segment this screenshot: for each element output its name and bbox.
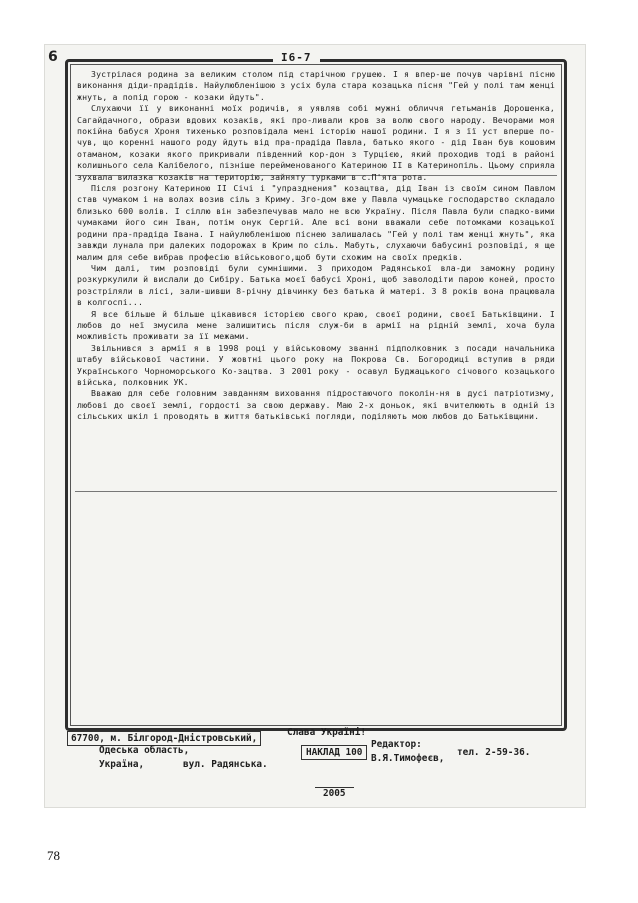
typed-body-text xyxy=(77,69,555,423)
paragraph: Вважаю для себе головним завданням виховання підростаючого поколін-ня в дусі патріотизму, любові до своєї землі, гордості за свою державу. Маю 2-х доньок, які вчителюють в одній із сільських шкіл і проводять в життя батьківські погляди, поділяють мою любов до Батьківщини. xyxy=(77,388,555,422)
country: Україна, xyxy=(99,759,145,770)
paragraph: Чим далі, тим розповіді були сумнішими. З приходом Радянської вла-ди заможну родину розкуркулили й вислали до Сибіру. Батька моєї бабусі Хроні, щоб заволодіти парою коней, просто розстріляли в лісі, зали-шивши 8-річну дівчинку без батька й матері. З 8 років вона працювала в колгоспі... xyxy=(77,262,555,308)
region: Одеська область, xyxy=(99,745,190,756)
print-run: НАКЛАД 100 xyxy=(301,745,367,760)
publication-year: 2005 xyxy=(315,787,354,799)
editor-name: В.Я.Тимофеєв, xyxy=(371,753,445,764)
slogan: Слава Україні! xyxy=(287,727,367,738)
postal-address: 67700, м. Білгород-Дністровський, xyxy=(67,731,261,746)
phone-number: тел. 2-59-36. xyxy=(457,747,531,758)
paragraph: Після розгону Катериною ІІ Січі і "упразднения" козацтва, дід Іван із своїм сином Павлом став чумаком і на волах возив сіль з Криму. Зго-дом вже у Павла чумацьке господарство складало близько 600 волів. І сіллю він забезпечував мало не всю Україну. Після Павла були спадко-вими чумаками його син Іван, потім онук Сергій. Але всі вони вважали себе потомками козацької родини пра-прадіда Івана. І найулюбленішою піснею залишалась "Гей у полі там женці жнуть", яка завжди лунала при далеких подорожах в Крим по сіль. Мабуть, слухаючи бабусині розповіді, я ще малим для себе вибрав професію військового,щоб бути схожим на своїх предків. xyxy=(77,183,555,262)
paragraph: Слухаючи її у виконанні моїх родичів, я уявляв собі мужні обличчя гетьманів Дорошенка, Сагайдачного, образи вдових козаків, які про-ливали кров за волю свого народу. Вечорами моя покійна бабуся Хроня тихенько розповідала мені історію нашої родини. І я з її уст вперше по-чув, що коренні нашого роду йдуть від пра-прадіда Павла, батько якого - дід Іван був кошовим отаманом, козаки якого прикривали південний кор-дон з Турцією, який проходив тоді в районі колишнього села Калібелого, пізніше перейменованого Катериною ІІ в Катеринопіль. Цьому сприяла зухвала вилазка козаків на територію, зайняту турками в с.П'ята рота. xyxy=(77,103,555,182)
divider-line xyxy=(75,491,557,492)
paragraph: Зустрілася родина за великим столом під старічною грушею. І я впер-ше почув чарівні пісню виконання діди-прадідів. Найулюбленішою з усіх була стара козацька пісня "Гей у полі там женці жнуть, а попід горою - козаки йдуть". xyxy=(77,69,555,102)
book-page-number: 78 xyxy=(47,848,60,863)
scanned-page xyxy=(44,44,586,808)
paragraph: Я все більше й більше цікавився історією свого краю, своєї родини, своєї Батьківщини. І любов до неї змусила мене залишитись після служ-би в армії на рідній землі, хоча була можливість проживати за її межами. xyxy=(77,308,555,342)
street: вул. Радянська. xyxy=(183,759,268,770)
editor-label: Редактор: xyxy=(371,739,422,750)
corner-page-number: 6 xyxy=(48,49,58,65)
imprint-block xyxy=(65,727,567,807)
paragraph: Звільнився з армії я в 1998 році у військовому званні підполковник з посади начальника штабу військової частини. У жовтні цього року на Покрова Св. Богородиці вступив в ряди Українського Чорноморського Ко-зацтва. З 2001 року - осавул Буджацького січового козацького війська, полковник УК. xyxy=(77,342,555,387)
top-page-marker: I6-7 xyxy=(273,51,320,64)
